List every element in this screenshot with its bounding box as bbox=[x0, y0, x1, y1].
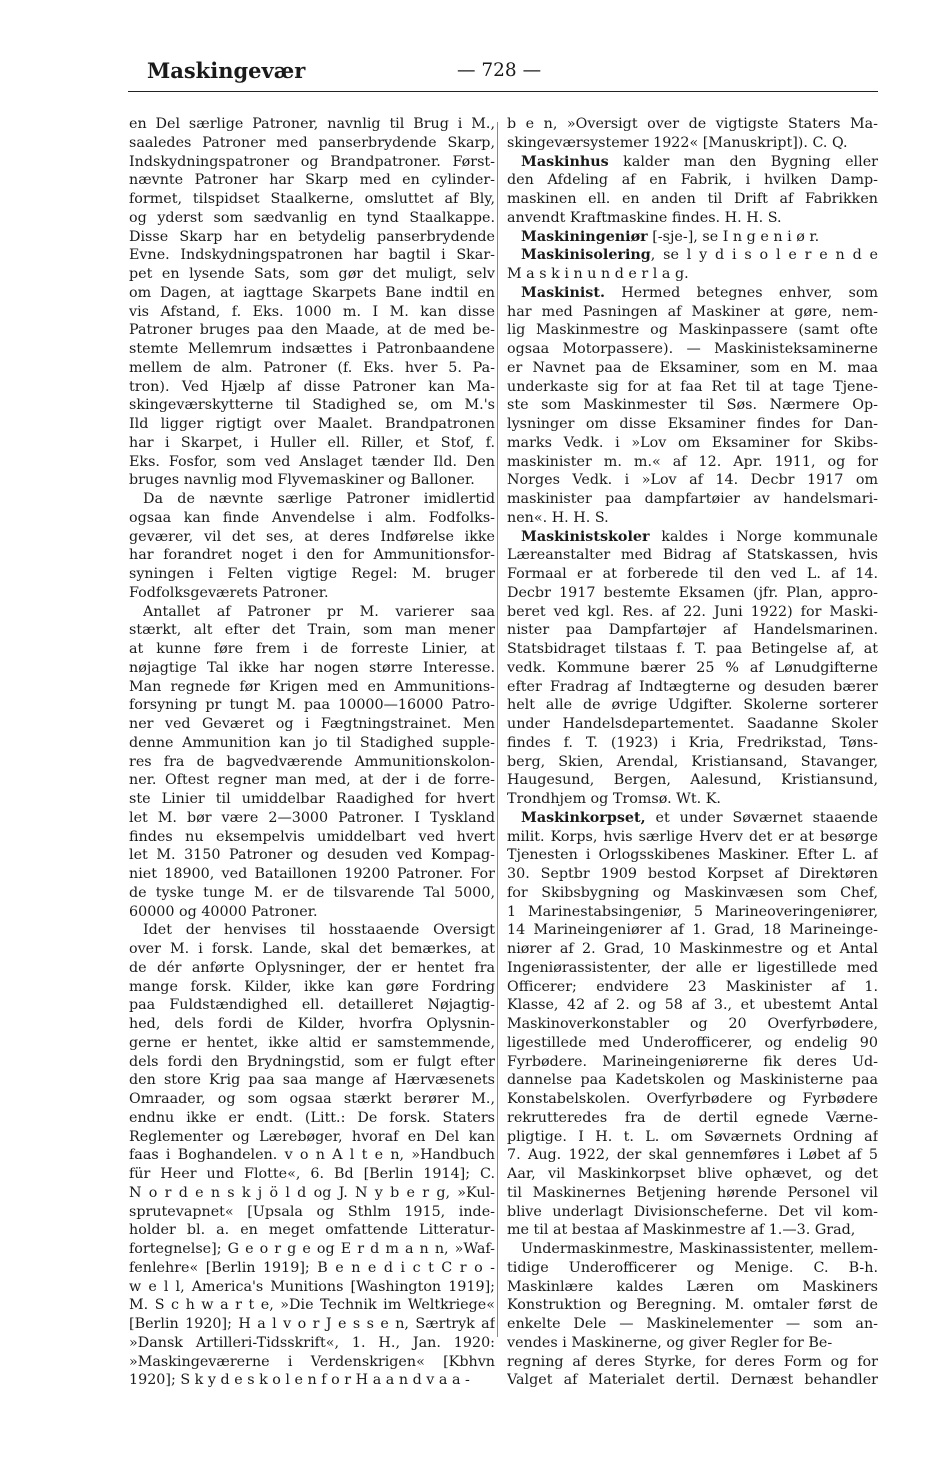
right-column-line: Maskiningeniør [-sje-], se I n g e n i ø r. bbox=[521, 228, 820, 245]
left-column-line: let M. 3150 Patroner og desuden ved Kompag- bbox=[129, 847, 495, 864]
left-column-line: og yderst som sædvanlig en tynd Staalkappe. bbox=[129, 209, 495, 226]
left-column-line: faas i Boghandelen. v o n A l t e n, »Handbuch bbox=[129, 1147, 495, 1164]
right-column-line: milit. Korps, hvis særlige Hverv det er at besørge bbox=[507, 828, 878, 845]
right-column-line: Trondhjem og Tromsø. Wt. K. bbox=[507, 791, 721, 807]
left-column-line: w e l l, America's Munitions [Washington 1919]; bbox=[129, 1278, 495, 1295]
left-column-line: Evne. Indskydningspatronen har bagtil i Skar- bbox=[129, 247, 495, 264]
right-column-line: dannelse paa Kadetskolen og Maskinisterne paa bbox=[507, 1072, 878, 1089]
right-column-line: tidige Underofficerer og Menige. C. B-h. bbox=[507, 1259, 878, 1276]
left-column-line: Ild ligger rigtigt over Maalet. Brandpatronen bbox=[129, 416, 495, 432]
left-column-line: »Dansk Artilleri-Tidsskrift«, 1. H., Jan. 1920: bbox=[129, 1334, 495, 1351]
right-column-line: Tjenesten i Orlogsskibenes Maskiner. Efter L. af bbox=[507, 847, 878, 864]
right-column-line: 7. Aug. 1922, der skal gennemføres i Løbet af 5 bbox=[507, 1147, 878, 1164]
right-column-line: Maskinistskoler kaldes i Norge kommunale bbox=[521, 528, 878, 545]
left-column-line: saaledes Patroner med panserbrydende Skarp, bbox=[129, 134, 495, 151]
left-column-line: geværer, vil det ses, at deres Indførelse ikke bbox=[129, 528, 495, 545]
left-column-line: Man regnede før Krigen med en Ammunitions- bbox=[129, 678, 495, 695]
right-column-line: Maskinist. Hermed betegnes enhver, som bbox=[521, 284, 878, 301]
left-column-line: gerne er hentet, ikke altid er samstemmende, bbox=[129, 1034, 495, 1051]
right-column-line: Maskinoverkonstabler og 20 Overfyrbødere, bbox=[507, 1016, 878, 1032]
left-column-line: ogsaa kan finde Anvendelse i alm. Fodfolks- bbox=[129, 509, 495, 526]
left-column-line: niet 18900, ved Bataillonen 19200 Patroner. For bbox=[129, 866, 495, 882]
left-column-line: res fra de bagvedværende Ammunitionskolon- bbox=[129, 753, 495, 770]
left-column-line: mellem de alm. Patroner (f. Eks. hver 5. Pa- bbox=[129, 359, 495, 376]
right-column-line: anvendt Kraftmaskine findes. H. H. S. bbox=[507, 209, 782, 226]
header-rule bbox=[128, 91, 878, 92]
left-column-line: endnu ikke er endt. (Litt.: De forsk. Staters bbox=[129, 1109, 495, 1126]
right-column-line: regning af deres Styrke, for deres Form og for bbox=[507, 1353, 878, 1370]
left-column-line: findes nu eksempelvis umiddelbart ved hvert bbox=[129, 828, 495, 845]
left-column-line: Disse Skarp har en betydelig panserbrydende bbox=[129, 228, 495, 245]
right-column-line: enkelte Dele — Maskinelementer — som an- bbox=[507, 1316, 878, 1332]
left-column-line: nøjagtige Tal ikke har nogen større Interesse. bbox=[129, 659, 495, 676]
entry-headword: Maskinist. bbox=[521, 284, 605, 301]
right-column-line: vedk. Kommune bærer 25 % af Lønudgifterne bbox=[507, 659, 878, 676]
left-column-line: Reglementer og Lærebøger, hvoraf en Del kan bbox=[129, 1128, 495, 1145]
left-column-line: stemte Mellemrum indsættes i Patronbaandene bbox=[129, 341, 495, 357]
left-column-line: en Del særlige Patroner, navnlig til Brug i M., bbox=[129, 116, 495, 132]
right-column-line: Klasse, 42 af 2. og 58 af 3., et ubestemt Antal bbox=[507, 997, 878, 1014]
right-column-line: findes f. T. (1923) i Kria, Fredrikstad, Tøns- bbox=[507, 734, 878, 751]
left-column-line: paa Fuldstændighed ell. detailleret Nøjagtig- bbox=[129, 997, 495, 1014]
right-column-line: nen«. H. H. S. bbox=[507, 509, 609, 526]
right-column-line: skingeværsystemer 1922« [Manuskript]). C. Q. bbox=[507, 134, 848, 151]
right-column-line: maskinister m. m.« af 12. Apr. 1911, og for bbox=[507, 453, 878, 470]
left-column-line: Antallet af Patroner pr M. varierer saa bbox=[143, 603, 495, 620]
page-number: — 728 — bbox=[457, 60, 542, 81]
left-column-line: 1920]; S k y d e s k o l e n f o r H a a n d v a a - bbox=[129, 1372, 470, 1389]
entry-headword: Maskinkorpset, bbox=[521, 809, 646, 826]
right-column-line: Maskinlære kaldes Læren om Maskiners bbox=[507, 1278, 878, 1295]
head-word: Maskingevær bbox=[147, 58, 306, 83]
left-column-line: »Maskingeværerne i Verdenskrigen« [Kbhvn bbox=[129, 1353, 495, 1370]
right-column-line: Formaal er at forberede til den ved L. af 14. bbox=[507, 566, 878, 582]
right-column-line: beret ved kgl. Res. af 22. Juni 1922) for Maski- bbox=[507, 603, 878, 620]
left-column-line: für Heer und Flotte«, 6. Bd [Berlin 1914]; C. bbox=[129, 1166, 495, 1182]
right-column-line: ligestillede med Underofficerer, og endelig 90 bbox=[507, 1034, 878, 1051]
left-column-line: sprutevapnet« [Upsala og Sthlm 1915, inde- bbox=[129, 1203, 495, 1220]
right-column-line: er Navnet paa de Eksaminer, som en M. maa bbox=[507, 359, 878, 376]
right-column-line: Valget af Materialet dertil. Dernæst behandler bbox=[507, 1372, 878, 1389]
left-column-line: fenlehre« [Berlin 1919]; B e n e d i c t C r o - bbox=[129, 1259, 495, 1276]
right-column-line: Norges Vedk. i »Lov af 14. Decbr 1917 om bbox=[507, 472, 878, 489]
left-column-line: Idet der henvises til hosstaaende Oversigt bbox=[143, 922, 495, 939]
left-column-line: Fodfolksgeværets Patroner. bbox=[129, 584, 329, 601]
left-column-line: har i Skarpet, i Huller ell. Riller, et Stof, f. bbox=[129, 434, 495, 451]
right-column-line: efter Fradrag af Indtægterne og desuden bærer bbox=[507, 678, 878, 695]
right-column-line: ogsaa Motorpassere). — Maskinisteksaminerne bbox=[507, 341, 878, 357]
left-column bbox=[129, 115, 495, 1390]
left-column-line: vis Afstand, f. Eks. 1000 m. I M. kan disse bbox=[129, 303, 495, 320]
right-column-line: har med Pasningen af Maskiner at gøre, nem- bbox=[507, 303, 878, 320]
left-column-line: Indskydningspatroner og Brandpatroner. Først- bbox=[129, 153, 495, 170]
left-column-line: ner ved Geværet og i Fægtningstrainet. Men bbox=[129, 716, 495, 732]
left-column-line: de tyske tunge M. er de tilsvarende Tal 5000, bbox=[129, 884, 495, 901]
right-column-line: berg, Skien, Arendal, Kristiansand, Stavanger, bbox=[507, 753, 878, 770]
right-column bbox=[507, 115, 878, 1390]
right-column-line: underkaste sig for at faa Ret til at tage Tjene- bbox=[507, 378, 878, 395]
left-column-line: Omraader, og som ogsaa stærkt berører M., bbox=[129, 1091, 495, 1107]
left-column-line: Da de nævnte særlige Patroner imidlertid bbox=[143, 491, 495, 507]
right-column-line: M a s k i n u n d e r l a g. bbox=[507, 266, 689, 282]
right-column-line: Haugesund, Bergen, Aalesund, Kristiansund, bbox=[507, 772, 878, 789]
left-column-line: let M. bør være 2—3000 Patroner. I Tyskland bbox=[129, 809, 495, 826]
left-column-line: den store Krig paa saa mange af Hærvæsenets bbox=[129, 1072, 495, 1089]
left-column-line: Eks. Fosfor, som ved Anslaget tænder Ild. Den bbox=[129, 453, 495, 470]
left-column-line: 60000 og 40000 Patroner. bbox=[129, 903, 318, 920]
right-column-line: niører af 2. Grad, 10 Maskinmestre og et Antal bbox=[507, 941, 878, 957]
right-column-line: pligtige. I H. t. L. om Søværnets Ordning af bbox=[507, 1128, 878, 1145]
entry-headword: Maskinhus bbox=[521, 153, 609, 170]
right-column-line: me til at bestaa af Maskinmestre af 1.—3. Grad, bbox=[507, 1222, 856, 1239]
right-column-line: maskinister paa dampfartøier av handelsmari- bbox=[507, 491, 878, 507]
right-column-line: 30. Septbr 1909 bestod Korpset af Direktøren bbox=[507, 866, 878, 882]
right-column-line: Officerer; endvidere 23 Maskinister af 1. bbox=[507, 978, 878, 995]
left-column-line: ste Linier til umiddelbar Raadighed for hvert bbox=[129, 791, 495, 807]
left-column-line: formet, tilspidset Staalkerne, omsluttet af Bly, bbox=[129, 191, 495, 207]
right-column-line: rekrutteredes fra de dertil egnede Værne- bbox=[507, 1109, 878, 1126]
left-column-line: fortegnelse]; G e o r g e og E r d m a n n, »Waf- bbox=[129, 1241, 495, 1257]
entry-headword: Maskinisolering bbox=[521, 247, 651, 264]
right-column-line: den Afdeling af en Fabrik, i hvilken Damp- bbox=[507, 172, 878, 189]
right-column-line: Maskinkorpset, et under Søværnet staaende bbox=[521, 809, 878, 826]
left-column-line: syningen i Felten vigtige Regel: M. bruger bbox=[129, 566, 495, 582]
right-column-line: Maskinisolering, se l y d i s o l e r e n d e bbox=[521, 247, 878, 264]
left-column-line: de dér anførte Oplysninger, der er hentet fra bbox=[129, 959, 495, 976]
left-column-line: N o r d e n s k j ö l d og J. N y b e r g, »Kul- bbox=[129, 1184, 495, 1201]
column-divider bbox=[497, 122, 498, 1337]
right-column-line: Maskinhus kalder man den Bygning eller bbox=[521, 153, 878, 170]
right-column-line: maskinen ell. en anden til Drift af Fabrikken bbox=[507, 191, 878, 207]
right-column-line: nister paa Dampfartøjer af Handelsmarinen. bbox=[507, 622, 878, 639]
left-column-line: over M. i forsk. Lande, skal det bemærkes, at bbox=[129, 941, 495, 957]
right-column-line: vendes i Maskinerne, og giver Regler for Be- bbox=[507, 1334, 833, 1351]
left-column-line: nævnte Patroner har Skarp med en cylinder- bbox=[129, 172, 495, 189]
right-column-line: Konstruktion og Beregning. M. omtaler først de bbox=[507, 1297, 878, 1314]
right-column-line: blive underlagt Divisionscheferne. Det vil kom- bbox=[507, 1203, 878, 1220]
right-column-line: til Maskinernes Betjening hørende Personel vil bbox=[507, 1184, 878, 1201]
left-column-line: at kunne føre frem i de forreste Linier, at bbox=[129, 641, 495, 657]
right-column-line: for Skibsbygning og Maskinvæsen som Chef, bbox=[507, 884, 878, 901]
right-column-line: Ingeniørassistenter, der alle er ligestillede med bbox=[507, 959, 878, 976]
left-column-line: forsyning pr tungt M. paa 10000—16000 Patro- bbox=[129, 697, 495, 714]
right-column-line: Statsbidraget tilstaas f. T. paa Betingelse af, at bbox=[507, 641, 878, 657]
right-column-line: Undermaskinmestre, Maskinassistenter, mellem- bbox=[521, 1241, 878, 1257]
left-column-line: hed, dels fordi de Kilder, hvorfra Oplysnin- bbox=[129, 1016, 495, 1032]
left-column-line: mange forsk. Kilder, ikke kan gøre Fordring bbox=[129, 978, 495, 995]
right-column-line: Fyrbødere. Marineingeniørerne fik deres Ud- bbox=[507, 1053, 878, 1070]
right-column-line: ste som Maskinmester til Søs. Nærmere Op- bbox=[507, 397, 878, 414]
right-column-line: b e n, »Oversigt over de vigtigste Staters Ma- bbox=[507, 116, 878, 132]
left-column-line: stærkt, alt efter det Train, som man mener bbox=[129, 622, 495, 639]
left-column-line: [Berlin 1920]; H a l v o r J e s s e n, Særtryk af bbox=[129, 1316, 495, 1332]
right-column-line: under Handelsdepartementet. Saadanne Skoler bbox=[507, 716, 878, 732]
right-column-line: Læreanstalter med Bidrag af Statskassen, hvis bbox=[507, 547, 878, 564]
left-column-line: denne Ammunition kan jo til Stadighed supple- bbox=[129, 734, 495, 751]
right-column-line: Konstabelskolen. Overfyrbødere og Fyrbødere bbox=[507, 1091, 878, 1107]
left-column-line: om Dagen, at iagttage Skarpets Bane indtil en bbox=[129, 284, 495, 301]
left-column-line: har forandret noget i den for Ammunitionsfor- bbox=[129, 547, 495, 564]
left-column-line: M. S c h w a r t e, »Die Technik im Weltkriege« bbox=[129, 1297, 495, 1314]
left-column-line: pet en lysende Sats, som gør det muligt, selv bbox=[129, 266, 495, 282]
left-column-line: dels fordi den Brydningstid, som er fulgt efter bbox=[129, 1053, 495, 1070]
right-column-line: lysninger om disse Eksaminer findes for Dan- bbox=[507, 416, 878, 432]
right-column-line: lig Maskinmestre og Maskinpassere (samt ofte bbox=[507, 322, 878, 339]
left-column-line: skingeværskytterne til Stadighed se, om M.'s bbox=[129, 397, 495, 414]
right-column-line: 1 Marinestabsingeniør, 5 Marineoveringeniører, bbox=[507, 903, 878, 920]
left-column-line: Patroner bruges paa den Maade, at de med be- bbox=[129, 322, 495, 339]
left-column-line: ner. Oftest regner man med, at der i de forre- bbox=[129, 772, 495, 789]
left-column-line: bruges navnlig mod Flyvemaskiner og Balloner. bbox=[129, 472, 475, 489]
entry-headword: Maskinistskoler bbox=[521, 528, 650, 545]
right-column-line: 14 Marineingeniører af 1. Grad, 18 Marineinge- bbox=[507, 922, 878, 939]
right-column-line: Aar, vil Maskinkorpset blive ophævet, og det bbox=[507, 1166, 878, 1182]
right-column-line: helt alle de øvrige Udgifter. Skolerne sorterer bbox=[507, 697, 878, 714]
left-column-line: holder bl. a. en meget omfattende Litteratur- bbox=[129, 1222, 495, 1239]
right-column-line: marks Vedk. i »Lov om Eksaminer for Skibs- bbox=[507, 434, 878, 451]
entry-headword: Maskiningeniør bbox=[521, 228, 648, 245]
left-column-line: tron). Ved Hjælp af disse Patroner kan Ma- bbox=[129, 378, 495, 395]
right-column-line: Decbr 1917 bestemte Eksamen (jfr. Plan, appro- bbox=[507, 584, 878, 601]
